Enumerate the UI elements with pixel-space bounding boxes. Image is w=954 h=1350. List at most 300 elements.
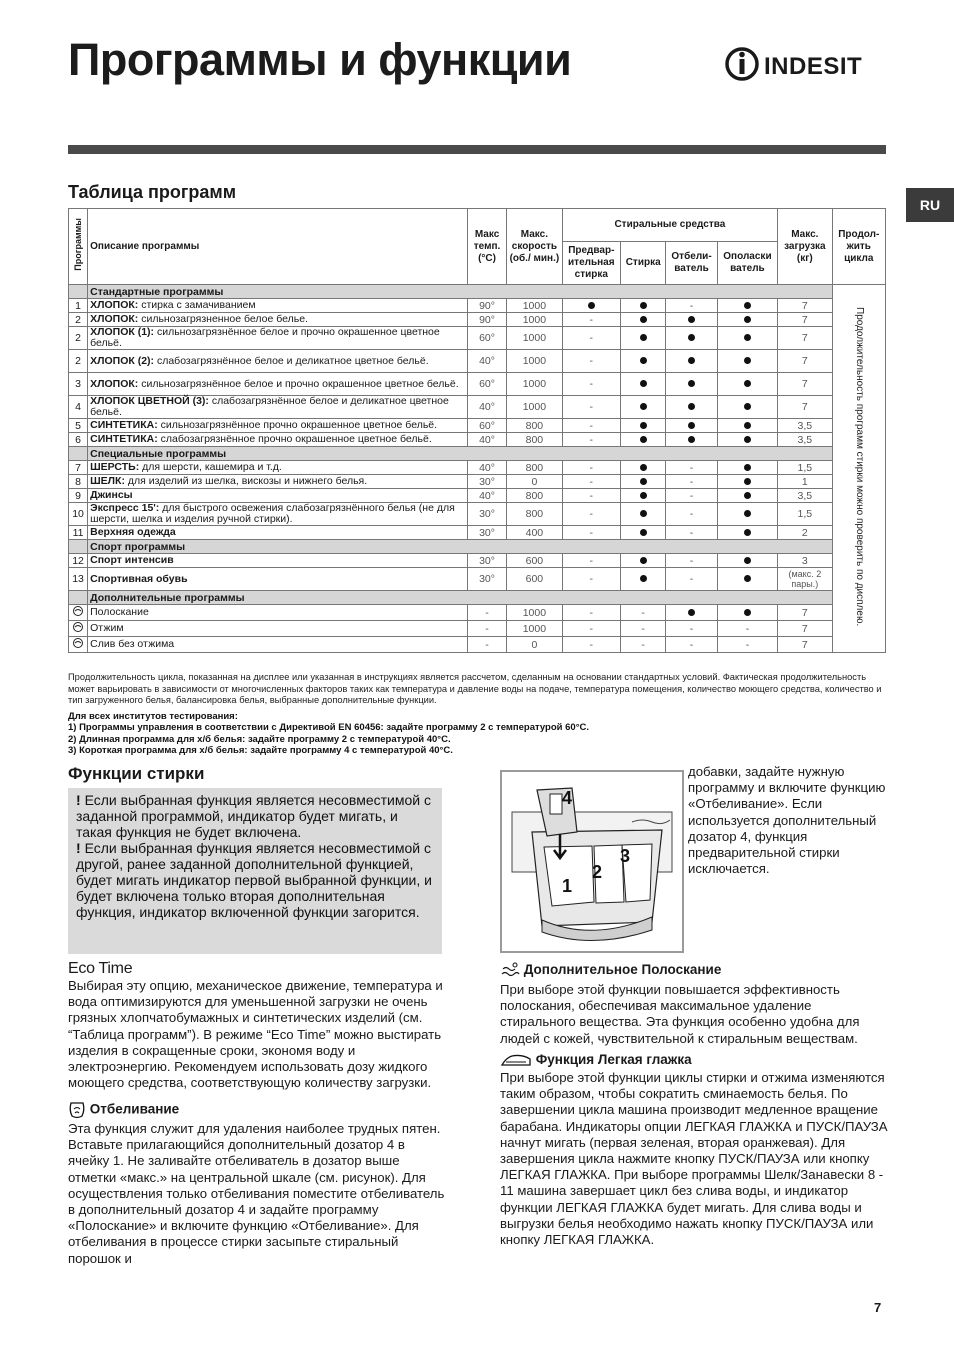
- program-description: [88, 526, 468, 540]
- table-cell: 7: [778, 605, 832, 621]
- table-section-row: [69, 540, 886, 554]
- table-cell: -: [467, 621, 506, 637]
- program-description: [88, 373, 468, 396]
- warning-1: ! Если выбранная функция является несовместимой с заданной программой, индикатор будет мигать, и такая функция не будет включена.: [76, 792, 431, 840]
- filled-dot: [717, 327, 777, 350]
- table-cell: 0: [507, 637, 562, 653]
- filled-dot: [717, 373, 777, 396]
- program-description: [88, 299, 468, 313]
- filled-dot: [666, 605, 717, 621]
- program-name: Джинсы: [90, 489, 133, 501]
- program-number: 10: [69, 503, 88, 526]
- program-number: 7: [69, 461, 88, 475]
- filled-dot: [717, 554, 777, 568]
- rinse-heading: Дополнительное Полоскание: [500, 962, 721, 978]
- dot-icon: [688, 436, 695, 443]
- table-cell: -: [666, 621, 717, 637]
- filled-dot: [717, 461, 777, 475]
- dot-icon: [588, 302, 595, 309]
- program-name: ХЛОПОК (1):: [90, 326, 155, 338]
- dot-icon: [640, 492, 647, 499]
- program-detail: стирка с замачиванием: [138, 299, 256, 311]
- ecotime-logo: Eco Time: [68, 960, 133, 977]
- table-section-row: [69, 447, 886, 461]
- filled-dot: [666, 350, 717, 373]
- table-cell: 400: [507, 526, 562, 540]
- dot-icon: [744, 510, 751, 517]
- table-cell: -: [562, 350, 620, 373]
- language-tab: RU: [906, 188, 954, 222]
- table-cell: 2: [778, 526, 832, 540]
- brand-text: INDESIT: [764, 53, 863, 80]
- table-cell: 30°: [467, 475, 506, 489]
- filled-dot: [621, 350, 666, 373]
- header-softener: Ополаски ватель: [717, 242, 777, 285]
- dot-icon: [640, 464, 647, 471]
- warning-2: ! Если выбранная функция является несовместимой с другой, ранее заданной дополнительной функцией, будет мигать индикатор первой выбранной функции, и будет включена только вторая дополнительная функция, индикатор включенной функции загорится.: [76, 840, 432, 920]
- filled-dot: [621, 461, 666, 475]
- table-row: [69, 396, 886, 419]
- filled-dot: [717, 489, 777, 503]
- program-detail: сильнозагрязнённое белое и прочно окрашенное цветное бельё.: [90, 326, 440, 349]
- table-row: [69, 605, 886, 621]
- iron-text: При выборе этой функции циклы стирки и отжима изменяются таким образом, чтобы сократить сминаемость белья. По завершении цикла машина производит медленное вращение барабана. Индикаторы опции ЛЕГКАЯ ГЛАЖКА и ПУСК/ПАУЗА начнут мигать (первая зеленая, вторая оранжевая). Для завершения цикла нажмите кнопку ПУСК/ПАУЗА или кнопку ЛЕГКАЯ ГЛАЖКА. При выборе программы Шелк/Занавески 8 - 11 машина завершает цикл без слива воды, и индикатор функции ЛЕГКАЯ ГЛАЖКА будет мигать. Для слива воды и выгрузки белья необходимо нажать кнопку ПУСК/ПАУЗА или кнопку ЛЕГКАЯ ГЛАЖКА.: [500, 1070, 888, 1248]
- dot-icon: [744, 464, 751, 471]
- program-name: Спорт интенсив: [90, 554, 174, 566]
- filled-dot: [562, 299, 620, 313]
- table-cell: -: [562, 605, 620, 621]
- table-cell: 800: [507, 419, 562, 433]
- header-bleach: Отбели-ватель: [666, 242, 717, 285]
- table-cell: -: [666, 637, 717, 653]
- filled-dot: [717, 503, 777, 526]
- dot-icon: [640, 334, 647, 341]
- program-name: Спортивная обувь: [90, 572, 188, 585]
- program-number: 4: [69, 396, 88, 419]
- filled-dot: [621, 419, 666, 433]
- dot-icon: [688, 422, 695, 429]
- bleach-icon: [68, 1100, 86, 1120]
- filled-dot: [621, 568, 666, 591]
- filled-dot: [621, 373, 666, 396]
- table-cell: -: [562, 313, 620, 327]
- functions-title: Функции стирки: [68, 764, 205, 783]
- warning-box: [68, 788, 442, 954]
- table-cell: -: [562, 621, 620, 637]
- section-title: Дополнительные программы: [88, 591, 832, 605]
- table-cell: 7: [778, 637, 832, 653]
- dot-icon: [744, 478, 751, 485]
- program-name: ХЛОПОК (2):: [90, 354, 155, 367]
- program-name: ШЕРСТЬ:: [90, 461, 140, 473]
- program-detail: Отжим: [90, 622, 124, 634]
- table-row: [69, 526, 886, 540]
- table-cell: -: [666, 475, 717, 489]
- program-number: 12: [69, 554, 88, 568]
- table-cell: 3,5: [778, 419, 832, 433]
- table-cell: -: [562, 503, 620, 526]
- table-cell: -: [666, 489, 717, 503]
- table-cell: 3,5: [778, 433, 832, 447]
- dot-icon: [640, 316, 647, 323]
- dot-icon: [640, 302, 647, 309]
- program-detail: сильнозагрязненное белое белье.: [138, 313, 308, 325]
- table-cell: [69, 285, 88, 299]
- table-cell: 800: [507, 503, 562, 526]
- table-cell: -: [717, 637, 777, 653]
- table-cell: 1000: [507, 396, 562, 419]
- table-cell: -: [562, 475, 620, 489]
- table-cell: 1000: [507, 605, 562, 621]
- section-title: Специальные программы: [88, 447, 832, 461]
- program-number: 1: [69, 299, 88, 313]
- filled-dot: [621, 396, 666, 419]
- table-cell: 600: [507, 554, 562, 568]
- table-row: [69, 489, 886, 503]
- dot-icon: [688, 316, 695, 323]
- header-max-load: Макс. загрузка (кг): [778, 209, 832, 285]
- table-cell: -: [621, 621, 666, 637]
- table-cell: 800: [507, 433, 562, 447]
- dot-icon: [640, 357, 647, 364]
- table-row: [69, 461, 886, 475]
- program-number: 9: [69, 489, 88, 503]
- program-description: [88, 475, 468, 489]
- program-detail: для шерсти, кашемира и т.д.: [139, 461, 282, 473]
- program-number: 11: [69, 526, 88, 540]
- table-cell: 60°: [467, 419, 506, 433]
- page-title: Программы и функции: [68, 34, 572, 85]
- program-detail: для изделий из шелка, вискозы и нижнего белья.: [124, 475, 368, 487]
- filled-dot: [621, 433, 666, 447]
- table-cell: -: [562, 433, 620, 447]
- dot-icon: [744, 575, 751, 582]
- bleach-heading: Отбеливание: [68, 1100, 179, 1120]
- table-cell: 600: [507, 568, 562, 591]
- table-cell: -: [562, 396, 620, 419]
- dot-icon: [640, 478, 647, 485]
- table-cell: 1000: [507, 299, 562, 313]
- program-number: 13: [69, 568, 88, 591]
- program-name: ХЛОПОК:: [90, 377, 139, 390]
- filled-dot: [666, 433, 717, 447]
- filled-dot: [666, 313, 717, 327]
- table-cell: [69, 591, 88, 605]
- section-title: Стандартные программы: [88, 285, 832, 299]
- filled-dot: [621, 299, 666, 313]
- header-detergents: Стиральные средства: [562, 209, 778, 242]
- header-prewash: Предвар-ительная стирка: [562, 242, 620, 285]
- table-cell: -: [562, 373, 620, 396]
- dot-icon: [744, 302, 751, 309]
- program-description: [88, 461, 468, 475]
- program-description: [88, 350, 468, 373]
- header-wash: Стирка: [621, 242, 666, 285]
- ecotime-text: Выбирая эту опцию, механическое движение, температура и вода оптимизируются для уменьшенной загрузки не очень грязных хлопчатобумажных и синтетических изделий (см. “Таблица программ”). В режиме “Eco Time” можно выстирать изделия в сокращенные сроки, экономя воду и электроэнергию. Рекомендуем использовать дозу жидкого моющего средства, соответствующую количеству загрузки.: [68, 978, 443, 1091]
- dot-icon: [744, 357, 751, 364]
- program-detail: Полоскание: [90, 606, 149, 618]
- table-cell: -: [562, 554, 620, 568]
- table-cell: 40°: [467, 461, 506, 475]
- table-row: [69, 621, 886, 637]
- program-description: [88, 327, 468, 350]
- easy-iron-icon: [500, 1053, 532, 1067]
- filled-dot: [666, 373, 717, 396]
- table-cell: -: [562, 489, 620, 503]
- program-detail: слабозагрязнённое белое и деликатное цветное бельё.: [90, 395, 449, 418]
- table-cell: 0: [507, 475, 562, 489]
- filled-dot: [666, 327, 717, 350]
- table-cell: [69, 447, 88, 461]
- table-cell: 40°: [467, 396, 506, 419]
- table-cell: 7: [778, 350, 832, 373]
- table-row: [69, 568, 886, 591]
- dot-icon: [640, 436, 647, 443]
- program-number: 2: [69, 327, 88, 350]
- duration-cell: [832, 285, 885, 653]
- filled-dot: [717, 313, 777, 327]
- table-row: [69, 475, 886, 489]
- dot-icon: [640, 557, 647, 564]
- table-cell: 7: [778, 313, 832, 327]
- program-detail: слабозагрязнённое прочно окрашенное цветное бельё.: [157, 433, 432, 445]
- program-name: ХЛОПОК:: [90, 313, 139, 325]
- table-cell: -: [621, 605, 666, 621]
- page-number: 7: [874, 1300, 882, 1315]
- table-row: [69, 554, 886, 568]
- table-cell: 7: [778, 396, 832, 419]
- table-cell: 7: [778, 299, 832, 313]
- dot-icon: [688, 334, 695, 341]
- filled-dot: [621, 503, 666, 526]
- program-description: [88, 637, 468, 653]
- header-duration: Продол-жить цикла: [832, 209, 885, 285]
- table-row: [69, 350, 886, 373]
- table-cell: 40°: [467, 350, 506, 373]
- table-cell: -: [666, 299, 717, 313]
- table-row: [69, 419, 886, 433]
- table-cell: -: [621, 637, 666, 653]
- dot-icon: [744, 422, 751, 429]
- program-description: [88, 554, 468, 568]
- table-row: [69, 503, 886, 526]
- table-cell: 90°: [467, 313, 506, 327]
- program-name: Экспресс 15':: [90, 502, 160, 514]
- program-description: [88, 313, 468, 327]
- filled-dot: [621, 526, 666, 540]
- header-max-speed: Макс. скорость (об./ мин.): [507, 209, 562, 285]
- section-title: Спорт программы: [88, 540, 832, 554]
- program-detail: сильнозагрязнённое прочно окрашенное цветное бельё.: [157, 419, 438, 431]
- dot-icon: [744, 316, 751, 323]
- header-rule: [68, 145, 886, 154]
- program-number: 8: [69, 475, 88, 489]
- dot-icon: [640, 575, 647, 582]
- header-max-temp: Макс темп. (°C): [467, 209, 506, 285]
- program-description: [88, 621, 468, 637]
- table-row: [69, 299, 886, 313]
- filled-dot: [621, 489, 666, 503]
- label-3: 3: [620, 846, 631, 866]
- table-cell: 30°: [467, 526, 506, 540]
- table-cell: -: [562, 526, 620, 540]
- dot-icon: [640, 403, 647, 410]
- table-cell: 40°: [467, 489, 506, 503]
- table-cell: 1,5: [778, 503, 832, 526]
- filled-dot: [717, 475, 777, 489]
- dot-icon: [688, 403, 695, 410]
- table-row: [69, 373, 886, 396]
- table-cell: -: [666, 554, 717, 568]
- table-cell: 1000: [507, 327, 562, 350]
- duration-note-vertical: Продолжительность программ стирки можно проверить по дисплею.: [853, 307, 865, 627]
- program-detail: для быстрого освежения слабозагрязнённого белья (не для шерсти, шелка и изделия ручной стирки).: [90, 502, 455, 525]
- dot-icon: [744, 609, 751, 616]
- table-cell: -: [666, 503, 717, 526]
- dot-icon: [688, 609, 695, 616]
- dot-icon: [744, 436, 751, 443]
- filled-dot: [666, 396, 717, 419]
- program-number: 3: [69, 373, 88, 396]
- table-cell: -: [562, 568, 620, 591]
- dot-icon: [744, 403, 751, 410]
- spin-program-icon: [69, 621, 88, 637]
- program-description: [88, 503, 468, 526]
- filled-dot: [717, 526, 777, 540]
- table-cell: -: [562, 461, 620, 475]
- table-cell: 3,5: [778, 489, 832, 503]
- program-number: 2: [69, 313, 88, 327]
- program-number: 5: [69, 419, 88, 433]
- table-row: [69, 313, 886, 327]
- drain-program-icon: [69, 637, 88, 653]
- institutes-notes: [68, 711, 886, 756]
- institutes-title: Для всех институтов тестирования:: [68, 711, 238, 722]
- label-2: 2: [592, 862, 603, 882]
- table-cell: 1: [778, 475, 832, 489]
- program-name: СИНТЕТИКА:: [90, 433, 158, 445]
- filled-dot: [717, 299, 777, 313]
- dot-icon: [744, 557, 751, 564]
- table-cell: 800: [507, 489, 562, 503]
- program-detail: сильнозагрязнённое белое и прочно окрашенное цветное бельё.: [138, 377, 459, 390]
- dot-icon: [688, 380, 695, 387]
- filled-dot: [621, 313, 666, 327]
- table-cell: 40°: [467, 433, 506, 447]
- dot-icon: [640, 529, 647, 536]
- table-cell: 30°: [467, 568, 506, 591]
- table-title: Таблица программ: [68, 182, 237, 202]
- table-cell: 7: [778, 327, 832, 350]
- program-name: СИНТЕТИКА:: [90, 419, 158, 431]
- dot-icon: [688, 357, 695, 364]
- table-cell: -: [467, 605, 506, 621]
- table-cell: [69, 540, 88, 554]
- program-description: [88, 568, 468, 591]
- filled-dot: [621, 475, 666, 489]
- table-cell: 7: [778, 373, 832, 396]
- table-cell: -: [562, 327, 620, 350]
- program-name: ХЛОПОК ЦВЕТНОЙ (3):: [90, 395, 209, 407]
- filled-dot: [717, 433, 777, 447]
- table-cell: -: [562, 637, 620, 653]
- program-name: ШЕЛК:: [90, 475, 125, 487]
- table-row: [69, 433, 886, 447]
- program-number: 2: [69, 350, 88, 373]
- program-description: [88, 605, 468, 621]
- rinse-program-icon: [69, 605, 88, 621]
- program-number: 6: [69, 433, 88, 447]
- table-cell: (макс. 2 пары.): [778, 568, 832, 591]
- duration-note: Продолжительность цикла, показанная на дисплее или указанная в инструкциях является рассчетом, сделанным на основании стандартных условий. Фактическая продолжительность может варьировать в зависимости от многочисленных факторов таких как температура и давление воды на подаче, температура помещения, количество моющего средства, количество и тип загруженного белья, балансировка белья, выбранные дополнительные функции.: [68, 672, 882, 705]
- table-cell: 1000: [507, 350, 562, 373]
- table-cell: 3: [778, 554, 832, 568]
- table-row: [69, 637, 886, 653]
- table-cell: 30°: [467, 503, 506, 526]
- dispenser-illustration: [500, 770, 684, 953]
- table-cell: -: [666, 461, 717, 475]
- table-cell: 1,5: [778, 461, 832, 475]
- filled-dot: [621, 327, 666, 350]
- table-cell: 1000: [507, 373, 562, 396]
- institutes-item: 1) Программы управления в соответствии с Директивой EN 60456: задайте программу 2 с температурой 60°C.: [68, 722, 589, 734]
- table-section-row: [69, 285, 886, 299]
- table-cell: 1000: [507, 621, 562, 637]
- label-1: 1: [562, 876, 573, 896]
- dot-icon: [744, 529, 751, 536]
- table-cell: 90°: [467, 299, 506, 313]
- filled-dot: [717, 396, 777, 419]
- filled-dot: [621, 554, 666, 568]
- filled-dot: [717, 605, 777, 621]
- dot-icon: [744, 380, 751, 387]
- table-cell: 60°: [467, 373, 506, 396]
- institutes-item: 3) Короткая программа для х/б белья: задайте программу 4 с температурой 40°C.: [68, 744, 453, 756]
- programs-table: [68, 208, 886, 653]
- indesit-logo: [724, 46, 894, 86]
- institutes-item: 2) Длинная программа для х/б белья: задайте программу 2 с температурой 40°C.: [68, 733, 451, 745]
- table-row: [69, 327, 886, 350]
- bleach-continued-text: добавки, задайте нужную программу и включите функцию «Отбеливание». Если используется дополнительный дозатор 4, функция предварительной стирки исключается.: [688, 764, 886, 877]
- filled-dot: [717, 568, 777, 591]
- table-cell: 7: [778, 621, 832, 637]
- dot-icon: [640, 422, 647, 429]
- program-description: [88, 419, 468, 433]
- table-cell: -: [717, 621, 777, 637]
- dot-icon: [744, 492, 751, 499]
- table-cell: 30°: [467, 554, 506, 568]
- program-detail: Слив без отжима: [90, 638, 175, 650]
- table-cell: 60°: [467, 327, 506, 350]
- program-description: [88, 489, 468, 503]
- filled-dot: [717, 350, 777, 373]
- table-cell: -: [666, 568, 717, 591]
- bleach-text: Эта функция служит для удаления наиболее трудных пятен. Вставьте прилагающийся дополнительный дозатор 4 в ячейку 1. Не заливайте отбеливатель в дозатор выше отметки «макс.» на центральной шкале (см. рисунок). Для осуществления только отбеливания поместите отбеливатель в дополнительный дозатор 4 и задайте программу «Полоскание» и включите функцию «Отбеливание». Для отбеливания в процессе стирки засыпьте стиральный порошок и: [68, 1121, 445, 1266]
- iron-heading: Функция Легкая глажка: [500, 1052, 692, 1067]
- table-section-row: [69, 591, 886, 605]
- rinse-text: При выборе этой функции повышается эффективность полоскания, обеспечивая максимальное удаление стирального вещества. Эта функция особенно удобна для людей с кожей, чувствительной к стиральным веществам.: [500, 982, 860, 1046]
- program-description: [88, 396, 468, 419]
- table-cell: -: [562, 419, 620, 433]
- header-description: Описание программы: [88, 209, 468, 285]
- dot-icon: [640, 380, 647, 387]
- dot-icon: [640, 510, 647, 517]
- program-name: ХЛОПОК:: [90, 299, 139, 311]
- table-cell: -: [467, 637, 506, 653]
- program-detail: слабозагрязнённое белое и деликатное цветное бельё.: [154, 354, 429, 367]
- program-name: Верхняя одежда: [90, 526, 176, 538]
- filled-dot: [666, 419, 717, 433]
